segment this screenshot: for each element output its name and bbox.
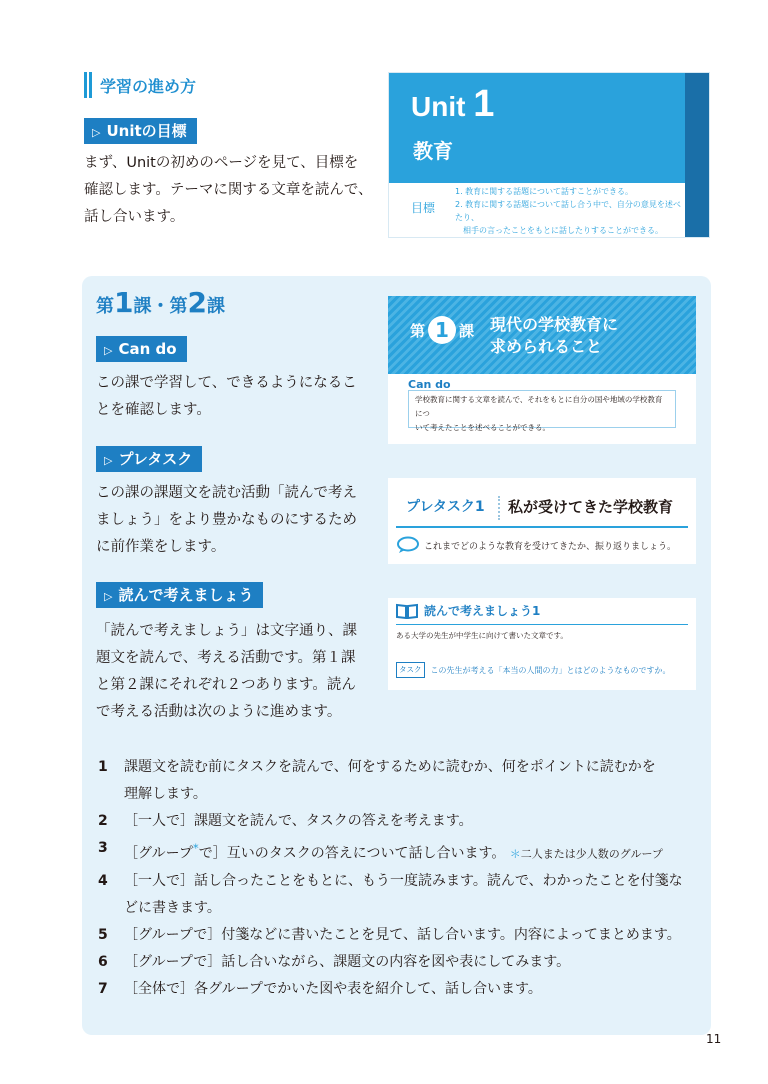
asterisk-mark: * xyxy=(192,841,199,855)
step-line: ［グループで］付箋などに書いたことを見て、話し合います。内容によってまとめます。 xyxy=(124,926,681,943)
read-card-header xyxy=(396,602,540,619)
step-line: ［グループ xyxy=(124,845,193,862)
read-card-task xyxy=(396,662,671,678)
triangle-icon: ▷ xyxy=(104,344,113,357)
step-item xyxy=(98,922,698,949)
read-think-tag xyxy=(96,582,263,608)
read-think-line: と第２課にそれぞれ２つあります。読ん xyxy=(96,677,356,693)
step-line: どに書きます。 xyxy=(124,899,221,916)
step-line: ［グループで］話し合いながら、課題文の内容を図や表にしてみます。 xyxy=(124,953,571,970)
lesson-card-cando-label: Can do xyxy=(408,378,451,391)
triangle-icon: ▷ xyxy=(104,590,113,603)
pretask-card-divider xyxy=(498,496,500,520)
unit-goal-text xyxy=(84,150,374,231)
steps-list xyxy=(98,754,698,1003)
step-item xyxy=(98,868,698,922)
unit-word: Unit xyxy=(411,91,466,122)
unit-goal-line: まず、Unitの初めのページを見て、目標を xyxy=(84,155,359,171)
pretask-tag-label: プレタスク xyxy=(118,450,193,468)
lesson-title-part: 課・第 xyxy=(133,296,188,317)
lesson-dai: 第 xyxy=(410,321,426,340)
note-text: 二人または少人数のグループ xyxy=(520,847,663,861)
lesson-card-preview xyxy=(388,296,696,444)
unit-goals-list xyxy=(455,185,685,237)
unit-card-stripe xyxy=(685,73,709,238)
read-card-rule xyxy=(396,624,688,625)
pretask-line: この課の課題文を読む活動「読んで考え xyxy=(96,485,357,501)
can-do-tag xyxy=(96,336,187,362)
unit-card xyxy=(388,72,710,238)
unit-goal-line: 確認します。テーマに関する文章を読んで、 xyxy=(84,182,373,198)
step-item xyxy=(98,808,698,835)
read-think-text xyxy=(96,618,366,726)
unit-goal-item: 2. 教育に関する話題について話し合う中で、自分の意見を述べたり、 xyxy=(455,200,681,222)
step-line: ［一人で］話し合ったことをもとに、もう一度読みます。読んで、わかったことを付箋な xyxy=(124,872,683,889)
page-number: 11 xyxy=(706,1032,722,1046)
lesson-title-num: 1 xyxy=(114,286,134,319)
lesson-card-title xyxy=(490,314,650,358)
unit-goal-item: 1. 教育に関する話題について話すことができる。 xyxy=(455,187,634,196)
step-line: 課題文を読む前にタスクを読んで、何をするために読むか、何をポイントに読むかを xyxy=(124,759,656,775)
read-card-preview xyxy=(388,598,696,690)
read-card-title: 読んで考えましょう1 xyxy=(424,604,541,618)
step-number: 3 xyxy=(98,840,108,856)
lesson-card-cando-line: 学校教育に関する文章を読んで、それをもとに自分の国や地域の学校教育につ xyxy=(415,395,663,418)
pretask-card-rule xyxy=(396,526,688,528)
step-number: 6 xyxy=(98,953,108,970)
pretask-card-question xyxy=(396,536,676,554)
triangle-icon: ▷ xyxy=(92,126,101,139)
can-do-tag-label: Can do xyxy=(118,340,177,358)
read-think-line: 「読んで考えましょう」は文字通り、課 xyxy=(96,623,357,639)
step-number: 7 xyxy=(98,980,108,997)
section-title: 学習の進め方 xyxy=(100,76,197,96)
can-do-text xyxy=(96,370,366,424)
read-think-line: で考える活動は次のように進めます。 xyxy=(96,704,342,720)
lesson-number-circle: 1 xyxy=(428,316,456,344)
read-card-task-text: この先生が考える「本当の人間の力」とはどのようなものですか。 xyxy=(430,665,671,675)
step-number: 4 xyxy=(98,872,108,889)
lesson-number-badge xyxy=(410,316,474,344)
unit-goal-tag-label: Unitの目標 xyxy=(106,122,187,140)
unit-goal-item: 相手の言ったことをもとに話したりすることができる。 xyxy=(463,226,663,235)
triangle-icon: ▷ xyxy=(104,454,113,467)
can-do-line: とを確認します。 xyxy=(96,402,211,418)
step-note xyxy=(510,848,663,861)
step-line: 理解します。 xyxy=(124,786,207,802)
pretask-line: に前作業をします。 xyxy=(96,539,226,555)
pretask-card-title: 私が受けてきた学校教育 xyxy=(508,498,674,516)
speech-bubble-icon xyxy=(396,536,420,554)
lesson-card-cando-line: いて考えたことを述べることができる。 xyxy=(415,423,550,432)
unit-subject: 教育 xyxy=(413,139,453,163)
step-number: 2 xyxy=(98,813,108,829)
step-line: ［一人で］課題文を読んで、タスクの答えを考えます。 xyxy=(124,813,473,829)
lesson-title-num: 2 xyxy=(187,286,207,319)
read-think-tag-label: 読んで考えましょう xyxy=(118,586,254,604)
unit-label xyxy=(411,83,494,126)
unit-goal-line: 話し合います。 xyxy=(84,209,185,225)
lesson-card-cando-box xyxy=(408,390,676,432)
unit-goal-tag xyxy=(84,118,197,144)
unit-goal-label: 目標 xyxy=(411,201,436,215)
section-bar-icon xyxy=(84,72,92,98)
can-do-line: この課で学習して、できるようになるこ xyxy=(96,375,357,391)
step-item xyxy=(98,835,698,868)
step-number: 5 xyxy=(98,926,108,943)
open-book-icon xyxy=(396,603,418,619)
step-number: 1 xyxy=(98,759,108,775)
lesson-card-title-line: 現代の学校教育に xyxy=(490,315,619,334)
pretask-card-preview xyxy=(388,478,696,564)
read-card-subtitle: ある大学の先生が中学生に向けて書いた文章です。 xyxy=(396,631,568,640)
lesson-card-title-line: 求められること xyxy=(490,337,603,356)
pretask-card-label: プレタスク1 xyxy=(406,499,485,515)
pretask-card-question-text: これまでどのような教育を受けてきたか、振り返りましょう。 xyxy=(424,541,677,552)
step-item xyxy=(98,949,698,976)
step-line: で］互いのタスクの答えについて話し合います。 xyxy=(198,845,506,862)
lesson-ka: 課 xyxy=(459,321,475,340)
step-line: ［全体で］各グループでかいた図や表を紹介して、話し合います。 xyxy=(124,980,542,997)
pretask-tag xyxy=(96,446,202,472)
section-heading xyxy=(84,72,196,98)
read-think-line: 題文を読んで、考える活動です。第１課 xyxy=(96,650,356,666)
note-asterisk: ＊ xyxy=(509,847,521,861)
step-item xyxy=(98,754,698,808)
lesson-title xyxy=(96,286,225,319)
lesson-title-part: 課 xyxy=(206,296,225,317)
lesson-title-part: 第 xyxy=(96,296,114,317)
unit-number: 1 xyxy=(473,83,495,125)
pretask-line: ましょう」をより豊かなものにするため xyxy=(96,512,357,528)
pretask-text xyxy=(96,480,366,561)
step-item xyxy=(98,976,698,1003)
task-label-box: タスク xyxy=(396,662,425,678)
